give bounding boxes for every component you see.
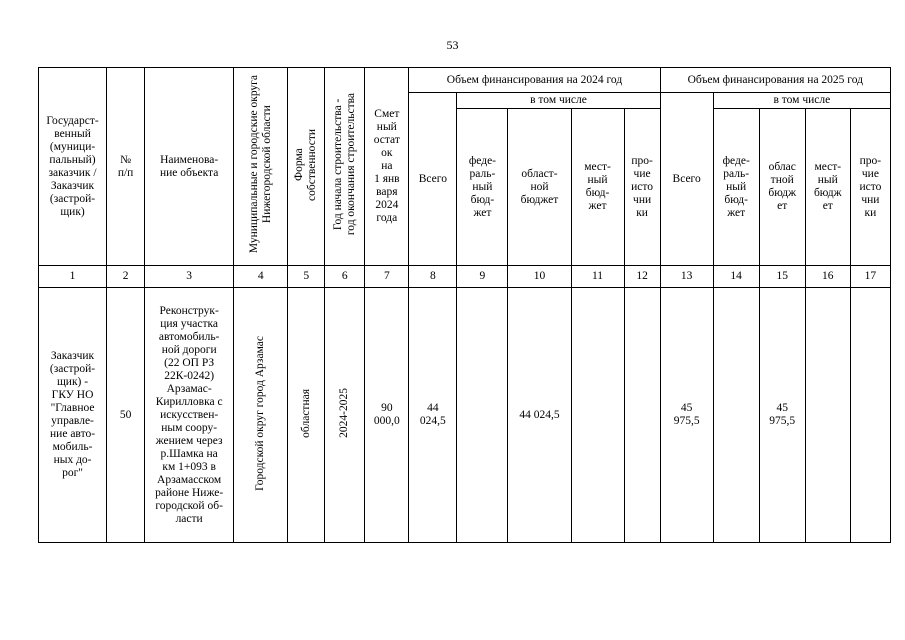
cell-years bbox=[325, 288, 365, 543]
header-remainder: Смет ный остат ок на 1 янв варя 2024 года bbox=[365, 68, 409, 266]
cell-federal-2025 bbox=[713, 288, 759, 543]
column-number: 5 bbox=[288, 266, 325, 288]
header-other-2025: про- чие исто чни ки bbox=[850, 109, 890, 266]
cell-total-2025: 45 975,5 bbox=[660, 288, 713, 543]
header-other-2024: про- чие исто чни ки bbox=[624, 109, 660, 266]
cell-remainder: 90 000,0 bbox=[365, 288, 409, 543]
header-local-2025: мест- ный бюдж ет bbox=[805, 109, 850, 266]
column-number: 15 bbox=[759, 266, 805, 288]
header-regional-2024: област- ной бюджет bbox=[508, 109, 571, 266]
column-number: 3 bbox=[145, 266, 234, 288]
header-total-2024: Всего bbox=[409, 93, 457, 266]
column-number: 11 bbox=[571, 266, 624, 288]
header-ownership bbox=[288, 68, 325, 266]
cell-total-2024: 44 024,5 bbox=[409, 288, 457, 543]
column-number: 10 bbox=[508, 266, 571, 288]
column-number: 2 bbox=[107, 266, 145, 288]
cell-municipality-text: Городской округ город Арзамас bbox=[254, 335, 267, 491]
header-municipality-text: Муниципальные и городские округа Нижегородской области bbox=[247, 75, 273, 254]
financing-table bbox=[38, 67, 891, 543]
header-object-name: Наименова- ние объекта bbox=[145, 68, 234, 266]
cell-municipality bbox=[234, 288, 288, 543]
header-municipality bbox=[234, 68, 288, 266]
header-financing-2024: Объем финансирования на 2024 год bbox=[409, 68, 660, 93]
header-years-text: Год начала строительства - год окончания строительства bbox=[331, 93, 357, 236]
table-row bbox=[39, 288, 891, 543]
header-total-2025: Всего bbox=[660, 93, 713, 266]
cell-ownership-text: областная bbox=[299, 388, 312, 438]
header-ownership-text: Форма собственности bbox=[293, 128, 319, 201]
cell-local-2024 bbox=[571, 288, 624, 543]
cell-local-2025 bbox=[805, 288, 850, 543]
header-number: № п/п bbox=[107, 68, 145, 266]
header-years bbox=[325, 68, 365, 266]
cell-regional-2025: 45 975,5 bbox=[759, 288, 805, 543]
header-local-2024: мест- ный бюд- жет bbox=[571, 109, 624, 266]
column-number: 13 bbox=[660, 266, 713, 288]
column-number: 4 bbox=[234, 266, 288, 288]
cell-object-name: Реконструк- ция участка автомобиль- ной дороги (22 ОП РЗ 22К-0242) Арзамас- Кирилловка с искусствен- ным соору- жением через р.Шамка на км 1+093 в Арзамасском районе Ниже- городской об- ласти bbox=[145, 288, 234, 543]
header-federal-2025: феде- раль- ный бюд- жет bbox=[713, 109, 759, 266]
cell-other-2024 bbox=[624, 288, 660, 543]
cell-customer: Заказчик (застрой- щик) - ГКУ НО "Главное управле- ние авто- мобиль- ных до- рог" bbox=[39, 288, 107, 543]
header-customer: Государст- венный (муници- пальный) заказчик / Заказчик (застрой- щик) bbox=[39, 68, 107, 266]
column-number: 14 bbox=[713, 266, 759, 288]
column-number: 16 bbox=[805, 266, 850, 288]
column-number: 17 bbox=[850, 266, 890, 288]
column-number: 1 bbox=[39, 266, 107, 288]
header-federal-2024: феде- раль- ный бюд- жет bbox=[457, 109, 508, 266]
header-including-2025: в том числе bbox=[713, 93, 890, 109]
cell-ownership bbox=[288, 288, 325, 543]
column-number: 9 bbox=[457, 266, 508, 288]
cell-federal-2024 bbox=[457, 288, 508, 543]
cell-regional-2024: 44 024,5 bbox=[508, 288, 571, 543]
column-number: 6 bbox=[325, 266, 365, 288]
column-number: 8 bbox=[409, 266, 457, 288]
header-including-2024: в том числе bbox=[457, 93, 660, 109]
cell-other-2025 bbox=[850, 288, 890, 543]
header-regional-2025: облас тной бюдж ет bbox=[759, 109, 805, 266]
page-number: 53 bbox=[446, 38, 459, 52]
cell-years-text: 2024-2025 bbox=[338, 388, 351, 438]
column-number: 12 bbox=[624, 266, 660, 288]
cell-number: 50 bbox=[107, 288, 145, 543]
column-number: 7 bbox=[365, 266, 409, 288]
header-financing-2025: Объем финансирования на 2025 год bbox=[660, 68, 890, 93]
